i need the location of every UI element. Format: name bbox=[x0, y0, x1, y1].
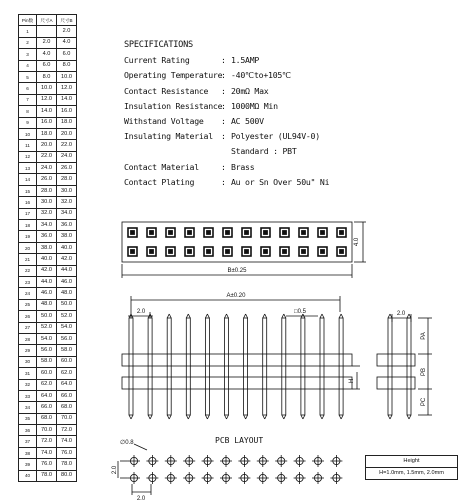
dim-b-cell: 2.0 bbox=[57, 26, 77, 37]
side-pin-tip bbox=[207, 415, 209, 419]
dim-a-cell: 70.0 bbox=[37, 425, 57, 436]
dim-b-cell: 24.0 bbox=[57, 151, 77, 162]
dim-a-cell: 16.0 bbox=[37, 117, 57, 128]
spec-key: Contact Plating bbox=[124, 176, 195, 187]
spec-separator: : bbox=[221, 70, 226, 81]
spec-value: Brass bbox=[231, 161, 255, 172]
side-pin bbox=[148, 318, 152, 415]
pin-count-cell: 4 bbox=[19, 60, 37, 71]
header-pin-count: Pin数 bbox=[19, 15, 37, 26]
dim-b-cell: 8.0 bbox=[57, 60, 77, 71]
dim-b-cell: 40.0 bbox=[57, 242, 77, 253]
side-pin bbox=[263, 318, 267, 415]
side-pin-tip bbox=[148, 415, 150, 419]
pcb-pitch-v-label: 2.0 bbox=[112, 465, 118, 475]
pin-count-cell: 22 bbox=[19, 265, 37, 276]
pin-count-cell: 9 bbox=[19, 117, 37, 128]
end-pb-label: PB bbox=[421, 367, 427, 377]
top-pin-core bbox=[150, 250, 154, 254]
specifications-title: SPECIFICATIONS bbox=[124, 40, 193, 50]
spec-separator: : bbox=[221, 115, 226, 126]
spec-separator: : bbox=[221, 85, 226, 96]
dim-b-cell: 64.0 bbox=[57, 379, 77, 390]
side-pin-tip bbox=[205, 415, 207, 419]
pin-count-cell: 25 bbox=[19, 299, 37, 310]
height-box-header: Height bbox=[403, 458, 420, 464]
dim-b-cell: 22.0 bbox=[57, 140, 77, 151]
dim-a-cell: 30.0 bbox=[37, 197, 57, 208]
side-pin-tip bbox=[167, 415, 169, 419]
dim-b-cell: 58.0 bbox=[57, 345, 77, 356]
dim-b-cell: 56.0 bbox=[57, 333, 77, 344]
pin-count-cell: 3 bbox=[19, 49, 37, 60]
end-pin-tip bbox=[390, 415, 392, 419]
top-pin-core bbox=[226, 231, 230, 235]
dim-a-cell: 24.0 bbox=[37, 163, 57, 174]
dim-b-cell: 80.0 bbox=[57, 470, 77, 481]
side-pin-tip bbox=[167, 314, 169, 318]
spec-key: Insulation Resistance bbox=[124, 100, 223, 111]
dim-a-cell: 6.0 bbox=[37, 60, 57, 71]
pin-count-cell: 40 bbox=[19, 470, 37, 481]
top-pin-core bbox=[283, 231, 287, 235]
end-pin-tip bbox=[388, 415, 390, 419]
side-pin-tip bbox=[263, 415, 265, 419]
side-pin bbox=[282, 318, 286, 415]
dim-a-cell: 68.0 bbox=[37, 413, 57, 424]
side-pin-tip bbox=[341, 415, 343, 419]
pin-count-cell: 13 bbox=[19, 163, 37, 174]
pin-count-cell: 1 bbox=[19, 26, 37, 37]
pin-count-cell: 2 bbox=[19, 37, 37, 48]
dim-a-cell: 4.0 bbox=[37, 49, 57, 60]
dim-b-cell: 62.0 bbox=[57, 368, 77, 379]
end-pa-label: PA bbox=[421, 332, 427, 340]
side-pin bbox=[301, 318, 305, 415]
dim-a-cell: 36.0 bbox=[37, 231, 57, 242]
side-pin bbox=[186, 318, 190, 415]
side-pin-tip bbox=[320, 415, 322, 419]
side-pin-label: □0.5 bbox=[294, 309, 306, 315]
dim-a-cell: 74.0 bbox=[37, 447, 57, 458]
dim-a-cell: 40.0 bbox=[37, 254, 57, 265]
spec-value: 20mΩ Max bbox=[231, 85, 269, 96]
top-pin-core bbox=[302, 250, 306, 254]
dim-a-cell: 60.0 bbox=[37, 368, 57, 379]
dim-b-cell: 54.0 bbox=[57, 322, 77, 333]
dim-a-cell: 42.0 bbox=[37, 265, 57, 276]
pin-count-cell: 32 bbox=[19, 379, 37, 390]
pin-count-cell: 14 bbox=[19, 174, 37, 185]
pin-count-cell: 20 bbox=[19, 242, 37, 253]
spec-key: Contact Resistance bbox=[124, 85, 209, 96]
dim-b-cell: 44.0 bbox=[57, 265, 77, 276]
side-view-pins bbox=[129, 314, 343, 419]
dim-a-cell: 50.0 bbox=[37, 311, 57, 322]
pin-count-cell: 27 bbox=[19, 322, 37, 333]
dim-a-cell: 12.0 bbox=[37, 94, 57, 105]
end-pin-tip bbox=[407, 314, 409, 318]
side-pin-tip bbox=[131, 415, 133, 419]
dim-a-cell: 58.0 bbox=[37, 356, 57, 367]
dim-b-cell: 42.0 bbox=[57, 254, 77, 265]
top-pin-core bbox=[340, 250, 344, 254]
dim-b-cell: 30.0 bbox=[57, 185, 77, 196]
end-view bbox=[388, 314, 411, 419]
pin-count-cell: 19 bbox=[19, 231, 37, 242]
side-pin-tip bbox=[265, 314, 267, 318]
top-pin-core bbox=[188, 231, 192, 235]
side-pin-tip bbox=[186, 314, 188, 318]
side-pin-tip bbox=[225, 415, 227, 419]
side-pin-tip bbox=[188, 314, 190, 318]
pin-count-cell: 17 bbox=[19, 208, 37, 219]
dim-b-cell: 72.0 bbox=[57, 425, 77, 436]
top-pin-core bbox=[169, 231, 173, 235]
side-pin-tip bbox=[246, 314, 248, 318]
spec-separator: : bbox=[221, 176, 226, 187]
dim-b-cell: 12.0 bbox=[57, 83, 77, 94]
pin-count-cell: 34 bbox=[19, 402, 37, 413]
dim-a-cell: 20.0 bbox=[37, 140, 57, 151]
height-box bbox=[365, 455, 458, 480]
side-pin-tip bbox=[265, 415, 267, 419]
pin-count-cell: 26 bbox=[19, 311, 37, 322]
end-pin bbox=[407, 318, 411, 415]
pin-count-cell: 11 bbox=[19, 140, 37, 151]
dim-b-cell: 32.0 bbox=[57, 197, 77, 208]
side-pin-tip bbox=[207, 314, 209, 318]
top-pin-core bbox=[321, 231, 325, 235]
end-pin-tip bbox=[388, 314, 390, 318]
top-view-pins bbox=[128, 228, 346, 256]
dim-a-cell: 26.0 bbox=[37, 174, 57, 185]
spec-value: -40℃to+105℃ bbox=[231, 70, 292, 81]
pin-count-cell: 24 bbox=[19, 288, 37, 299]
side-pin-tip bbox=[301, 415, 303, 419]
side-pin-tip bbox=[322, 314, 324, 318]
spec-value: Au or Sn Over 50u" Ni bbox=[231, 176, 330, 187]
top-pin-core bbox=[264, 250, 268, 254]
spec-value: Polyester (UL94V-0) bbox=[231, 131, 320, 142]
side-pin-tip bbox=[284, 314, 286, 318]
side-pin bbox=[205, 318, 209, 415]
pin-count-cell: 29 bbox=[19, 345, 37, 356]
top-pin-core bbox=[245, 250, 249, 254]
side-pin-tip bbox=[129, 415, 131, 419]
side-pin-tip bbox=[322, 415, 324, 419]
dim-b-cell: 38.0 bbox=[57, 231, 77, 242]
spec-key: Contact Material bbox=[124, 161, 199, 172]
pin-count-cell: 37 bbox=[19, 436, 37, 447]
spec-key: Withstand Voltage bbox=[124, 115, 204, 126]
pin-count-cell: 39 bbox=[19, 459, 37, 470]
side-view-insulator-lower bbox=[122, 377, 352, 389]
dim-b-cell: 36.0 bbox=[57, 220, 77, 231]
top-pin-core bbox=[245, 231, 249, 235]
side-pin-tip bbox=[188, 415, 190, 419]
dim-a-cell: 2.0 bbox=[37, 37, 57, 48]
side-pin-tip bbox=[339, 314, 341, 318]
end-pin-tip bbox=[407, 415, 409, 419]
side-pin-tip bbox=[246, 415, 248, 419]
end-pc-label: PC bbox=[421, 397, 427, 407]
pin-count-cell: 35 bbox=[19, 413, 37, 424]
top-pin-core bbox=[264, 231, 268, 235]
pin-count-cell: 18 bbox=[19, 220, 37, 231]
top-pin-core bbox=[340, 231, 344, 235]
dim-b-cell: 4.0 bbox=[57, 37, 77, 48]
dim-b-cell: 46.0 bbox=[57, 276, 77, 287]
dim-a-cell: 54.0 bbox=[37, 333, 57, 344]
spec-key: Current Rating bbox=[124, 55, 190, 66]
pin-count-cell: 10 bbox=[19, 128, 37, 139]
end-pin bbox=[388, 318, 392, 415]
top-pin-core bbox=[321, 250, 325, 254]
side-pin bbox=[320, 318, 324, 415]
dim-b-cell: 18.0 bbox=[57, 117, 77, 128]
height-box-value: H=1.0mm, 1.5mm, 2.0mm bbox=[366, 467, 457, 479]
side-h-label: H bbox=[349, 378, 355, 384]
side-a-label: A±0.20 bbox=[226, 293, 246, 299]
side-pin-tip bbox=[320, 314, 322, 318]
spec-separator: : bbox=[221, 100, 226, 111]
side-pin-tip bbox=[282, 314, 284, 318]
side-pin bbox=[339, 318, 343, 415]
pcb-layout-title: PCB LAYOUT bbox=[215, 436, 264, 445]
side-pin-tip bbox=[205, 314, 207, 318]
spec-separator: : bbox=[221, 131, 226, 142]
pin-count-cell: 8 bbox=[19, 106, 37, 117]
dim-b-cell: 6.0 bbox=[57, 49, 77, 60]
top-pin-core bbox=[131, 250, 135, 254]
dim-a-cell: 62.0 bbox=[37, 379, 57, 390]
dim-a-cell: 64.0 bbox=[37, 390, 57, 401]
spec-value: Standard : PBT bbox=[231, 146, 297, 157]
top-pin-core bbox=[131, 231, 135, 235]
spec-key: Insulating Material bbox=[124, 131, 213, 142]
dim-a-cell: 48.0 bbox=[37, 299, 57, 310]
dim-a-cell: 52.0 bbox=[37, 322, 57, 333]
pin-count-cell: 28 bbox=[19, 333, 37, 344]
dim-b-cell: 60.0 bbox=[57, 356, 77, 367]
side-pitch-label: 2.0 bbox=[136, 309, 146, 315]
top-pin-core bbox=[302, 231, 306, 235]
dim-b-cell: 26.0 bbox=[57, 163, 77, 174]
side-pin bbox=[225, 318, 229, 415]
end-pin-tip bbox=[409, 415, 411, 419]
pin-count-cell: 6 bbox=[19, 83, 37, 94]
pin-count-cell: 12 bbox=[19, 151, 37, 162]
pin-count-cell: 16 bbox=[19, 197, 37, 208]
pin-count-cell: 36 bbox=[19, 425, 37, 436]
side-pin-tip bbox=[227, 415, 229, 419]
side-pin bbox=[244, 318, 248, 415]
side-pin-tip bbox=[263, 314, 265, 318]
pin-count-cell: 38 bbox=[19, 447, 37, 458]
dim-a-cell: 14.0 bbox=[37, 106, 57, 117]
pcb-hole-grid bbox=[128, 455, 342, 484]
top-pin-core bbox=[169, 250, 173, 254]
dim-b-cell: 52.0 bbox=[57, 311, 77, 322]
top-width-label: B±0.25 bbox=[227, 268, 247, 274]
dim-a-cell: 38.0 bbox=[37, 242, 57, 253]
top-pin-core bbox=[207, 231, 211, 235]
dim-a-cell: 10.0 bbox=[37, 83, 57, 94]
dim-a-cell: 56.0 bbox=[37, 345, 57, 356]
spec-value: 1000MΩ Min bbox=[231, 100, 278, 111]
pcb-hole-label: ∅0.8 bbox=[120, 440, 134, 446]
spec-separator: : bbox=[221, 55, 226, 66]
side-pin bbox=[167, 318, 171, 415]
side-pin bbox=[129, 318, 133, 415]
top-pin-core bbox=[226, 250, 230, 254]
dim-a-cell: 8.0 bbox=[37, 71, 57, 82]
dim-b-cell: 74.0 bbox=[57, 436, 77, 447]
dim-a-cell: 46.0 bbox=[37, 288, 57, 299]
dim-b-cell: 76.0 bbox=[57, 447, 77, 458]
side-pin-tip bbox=[225, 314, 227, 318]
header-dim-b: 尺寸B bbox=[57, 15, 77, 26]
side-pin-tip bbox=[244, 415, 246, 419]
dim-a-cell: 18.0 bbox=[37, 128, 57, 139]
dim-a-cell: 32.0 bbox=[37, 208, 57, 219]
top-pin-core bbox=[150, 231, 154, 235]
top-pin-core bbox=[188, 250, 192, 254]
pin-count-cell: 30 bbox=[19, 356, 37, 367]
side-pin-tip bbox=[282, 415, 284, 419]
side-pin-tip bbox=[227, 314, 229, 318]
top-pin-core bbox=[283, 250, 287, 254]
end-pitch-label: 2.0 bbox=[396, 311, 406, 317]
pin-count-cell: 21 bbox=[19, 254, 37, 265]
side-pin-tip bbox=[284, 415, 286, 419]
dim-a-cell: 22.0 bbox=[37, 151, 57, 162]
side-view-insulator-upper bbox=[122, 354, 352, 366]
dim-b-cell: 20.0 bbox=[57, 128, 77, 139]
pin-count-cell: 33 bbox=[19, 390, 37, 401]
side-pin-tip bbox=[150, 415, 152, 419]
spec-value: AC 500V bbox=[231, 115, 264, 126]
pin-count-cell: 5 bbox=[19, 71, 37, 82]
dim-b-cell: 70.0 bbox=[57, 413, 77, 424]
dim-a-cell: 78.0 bbox=[37, 470, 57, 481]
pcb-pitch-h-label: 2.0 bbox=[136, 496, 146, 502]
dim-b-cell: 78.0 bbox=[57, 459, 77, 470]
pin-count-cell: 23 bbox=[19, 276, 37, 287]
side-pin-tip bbox=[341, 314, 343, 318]
pin-count-cell: 31 bbox=[19, 368, 37, 379]
spec-separator: : bbox=[221, 161, 226, 172]
dim-a-cell: 76.0 bbox=[37, 459, 57, 470]
dim-a-cell: 28.0 bbox=[37, 185, 57, 196]
header-dim-a: 尺寸A bbox=[37, 15, 57, 26]
dim-b-cell: 16.0 bbox=[57, 106, 77, 117]
dim-b-cell: 10.0 bbox=[57, 71, 77, 82]
side-pin-tip bbox=[303, 415, 305, 419]
top-height-label: 4.0 bbox=[354, 237, 360, 247]
dim-b-cell: 66.0 bbox=[57, 390, 77, 401]
side-pin-tip bbox=[339, 415, 341, 419]
spec-key: Operating Temperature bbox=[124, 70, 223, 81]
top-pin-core bbox=[207, 250, 211, 254]
dim-a-cell: 66.0 bbox=[37, 402, 57, 413]
dim-b-cell: 50.0 bbox=[57, 299, 77, 310]
side-pin-tip bbox=[169, 314, 171, 318]
side-pin-tip bbox=[244, 314, 246, 318]
dim-b-cell: 34.0 bbox=[57, 208, 77, 219]
dim-a-cell: 34.0 bbox=[37, 220, 57, 231]
spec-value: 1.5AMP bbox=[231, 55, 260, 66]
dim-b-cell: 48.0 bbox=[57, 288, 77, 299]
pin-count-cell: 7 bbox=[19, 94, 37, 105]
side-pin-tip bbox=[169, 415, 171, 419]
dim-b-cell: 28.0 bbox=[57, 174, 77, 185]
side-pin-tip bbox=[186, 415, 188, 419]
dim-b-cell: 68.0 bbox=[57, 402, 77, 413]
dim-a-cell: 72.0 bbox=[37, 436, 57, 447]
pin-count-cell: 15 bbox=[19, 185, 37, 196]
dim-b-cell: 14.0 bbox=[57, 94, 77, 105]
dim-a-cell: 44.0 bbox=[37, 276, 57, 287]
